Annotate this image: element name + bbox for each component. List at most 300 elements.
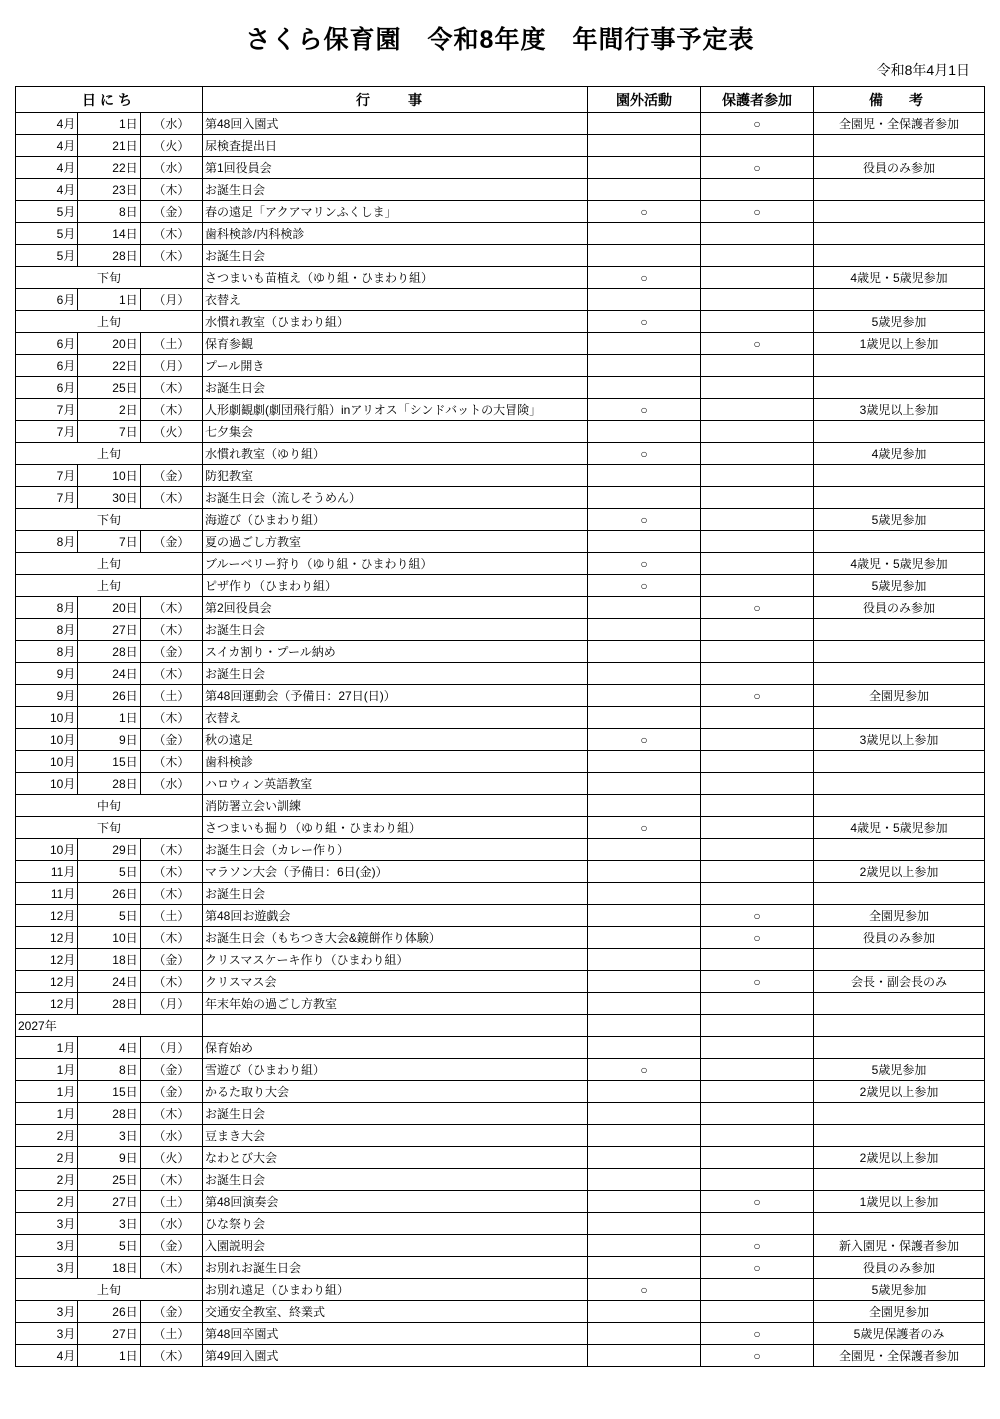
outside-activity-mark: ○ <box>588 201 701 223</box>
guardian-participation-mark <box>701 421 814 443</box>
outside-activity-mark <box>588 135 701 157</box>
date-day-cell: 28日 <box>78 993 140 1015</box>
table-row <box>16 267 985 289</box>
table-row <box>16 1169 985 1191</box>
outside-activity-mark <box>588 751 701 773</box>
note-cell <box>814 135 985 157</box>
date-weekday-cell: （月） <box>140 993 202 1015</box>
outside-activity-mark <box>588 1125 701 1147</box>
note-cell <box>814 949 985 971</box>
event-cell: お誕生日会（カレー作り） <box>203 839 588 861</box>
guardian-participation-mark <box>701 355 814 377</box>
date-day-cell: 26日 <box>78 883 140 905</box>
note-cell <box>814 663 985 685</box>
note-cell <box>814 223 985 245</box>
table-row <box>16 509 985 531</box>
table-row <box>16 179 985 201</box>
outside-activity-mark <box>588 531 701 553</box>
date-day-cell: 26日 <box>78 685 140 707</box>
date-day-cell: 21日 <box>78 135 140 157</box>
date-month-cell: 4月 <box>16 179 78 201</box>
date-day-cell: 8日 <box>78 1059 140 1081</box>
date-day-cell: 5日 <box>78 1235 140 1257</box>
event-cell: 防犯教室 <box>203 465 588 487</box>
guardian-participation-mark <box>701 1279 814 1301</box>
date-day-cell: 14日 <box>78 223 140 245</box>
outside-activity-mark <box>588 1301 701 1323</box>
table-row <box>16 751 985 773</box>
date-month-cell: 6月 <box>16 289 78 311</box>
outside-activity-mark <box>588 927 701 949</box>
date-weekday-cell: （金） <box>140 465 202 487</box>
event-cell: お誕生日会 <box>203 179 588 201</box>
guardian-participation-mark <box>701 377 814 399</box>
date-day-cell: 27日 <box>78 1191 140 1213</box>
date-month-cell: 3月 <box>16 1213 78 1235</box>
annual-schedule-table <box>15 86 985 1367</box>
outside-activity-mark <box>588 641 701 663</box>
table-row <box>16 971 985 993</box>
note-cell <box>814 465 985 487</box>
outside-activity-mark <box>588 839 701 861</box>
date-day-cell: 8日 <box>78 201 140 223</box>
guardian-participation-mark <box>701 839 814 861</box>
outside-activity-mark <box>588 861 701 883</box>
event-cell: お誕生日会 <box>203 1103 588 1125</box>
date-month-cell: 8月 <box>16 531 78 553</box>
date-weekday-cell: （金） <box>140 1081 202 1103</box>
guardian-participation-mark <box>701 289 814 311</box>
guardian-participation-mark <box>701 619 814 641</box>
outside-activity-mark: ○ <box>588 267 701 289</box>
date-period-cell: 中旬 <box>16 795 203 817</box>
guardian-participation-mark <box>701 883 814 905</box>
guardian-participation-mark <box>701 575 814 597</box>
table-row <box>16 443 985 465</box>
outside-activity-mark <box>588 1037 701 1059</box>
outside-activity-mark <box>588 1103 701 1125</box>
event-cell: さつまいも掘り（ゆり組・ひまわり組） <box>203 817 588 839</box>
note-cell <box>814 1037 985 1059</box>
event-cell: 第48回入園式 <box>203 113 588 135</box>
guardian-participation-mark <box>701 729 814 751</box>
guardian-participation-mark <box>701 443 814 465</box>
guardian-participation-mark <box>701 465 814 487</box>
outside-activity-mark <box>588 619 701 641</box>
date-day-cell: 23日 <box>78 179 140 201</box>
note-cell: 5歳児参加 <box>814 1279 985 1301</box>
table-row <box>16 575 985 597</box>
date-day-cell: 2日 <box>78 399 140 421</box>
date-month-cell: 12月 <box>16 949 78 971</box>
note-cell: 役員のみ参加 <box>814 157 985 179</box>
date-weekday-cell: （水） <box>140 157 202 179</box>
date-month-cell: 5月 <box>16 201 78 223</box>
column-header-note: 備 考 <box>814 87 985 113</box>
date-period-cell: 下旬 <box>16 509 203 531</box>
date-day-cell: 18日 <box>78 949 140 971</box>
guardian-participation-mark <box>701 751 814 773</box>
date-weekday-cell: （土） <box>140 333 202 355</box>
event-cell: 衣替え <box>203 707 588 729</box>
date-month-cell: 12月 <box>16 905 78 927</box>
event-cell: 水慣れ教室（ゆり組） <box>203 443 588 465</box>
note-cell: 新入園児・保護者参加 <box>814 1235 985 1257</box>
date-weekday-cell: （月） <box>140 355 202 377</box>
event-cell <box>203 1015 588 1037</box>
date-day-cell: 28日 <box>78 773 140 795</box>
outside-activity-mark <box>588 883 701 905</box>
event-cell: 豆まき大会 <box>203 1125 588 1147</box>
note-cell: 4歳児・5歳児参加 <box>814 817 985 839</box>
page-title: さくら保育園 令和8年度 年間行事予定表 <box>245 26 755 54</box>
table-row <box>16 795 985 817</box>
event-cell: お別れ遠足（ひまわり組） <box>203 1279 588 1301</box>
table-row <box>16 531 985 553</box>
event-cell: 雪遊び（ひまわり組） <box>203 1059 588 1081</box>
table-row <box>16 1323 985 1345</box>
date-day-cell: 25日 <box>78 377 140 399</box>
note-cell: 4歳児・5歳児参加 <box>814 267 985 289</box>
date-month-cell: 10月 <box>16 773 78 795</box>
issue-date: 令和8年4月1日 <box>876 62 970 78</box>
date-weekday-cell: （火） <box>140 1147 202 1169</box>
event-cell: 海遊び（ひまわり組） <box>203 509 588 531</box>
date-day-cell: 15日 <box>78 1081 140 1103</box>
date-day-cell: 1日 <box>78 113 140 135</box>
table-row <box>16 487 985 509</box>
guardian-participation-mark <box>701 795 814 817</box>
date-day-cell: 1日 <box>78 707 140 729</box>
year-divider-label: 2027年 <box>16 1015 203 1037</box>
outside-activity-mark: ○ <box>588 817 701 839</box>
guardian-participation-mark <box>701 509 814 531</box>
note-cell <box>814 993 985 1015</box>
event-cell: お誕生日会 <box>203 1169 588 1191</box>
outside-activity-mark <box>588 949 701 971</box>
note-cell: 役員のみ参加 <box>814 1257 985 1279</box>
note-cell: 5歳児参加 <box>814 1059 985 1081</box>
date-weekday-cell: （金） <box>140 201 202 223</box>
guardian-participation-mark <box>701 553 814 575</box>
table-row <box>16 839 985 861</box>
date-day-cell: 29日 <box>78 839 140 861</box>
date-period-cell: 上旬 <box>16 1279 203 1301</box>
guardian-participation-mark <box>701 487 814 509</box>
note-cell <box>814 531 985 553</box>
event-cell: 第49回入園式 <box>203 1345 588 1367</box>
guardian-participation-mark <box>701 1015 814 1037</box>
date-month-cell: 12月 <box>16 927 78 949</box>
table-row <box>16 927 985 949</box>
date-weekday-cell: （木） <box>140 179 202 201</box>
date-day-cell: 7日 <box>78 531 140 553</box>
date-weekday-cell: （水） <box>140 113 202 135</box>
outside-activity-mark <box>588 905 701 927</box>
table-row <box>16 729 985 751</box>
table-row <box>16 1125 985 1147</box>
date-day-cell: 28日 <box>78 641 140 663</box>
outside-activity-mark <box>588 597 701 619</box>
guardian-participation-mark: ○ <box>701 1257 814 1279</box>
event-cell: スイカ割り・プール納め <box>203 641 588 663</box>
table-row <box>16 1345 985 1367</box>
event-cell: 歯科検診 <box>203 751 588 773</box>
date-weekday-cell: （金） <box>140 1301 202 1323</box>
date-month-cell: 7月 <box>16 465 78 487</box>
outside-activity-mark <box>588 223 701 245</box>
event-cell: ピザ作り（ひまわり組） <box>203 575 588 597</box>
table-row <box>16 135 985 157</box>
event-cell: 第2回役員会 <box>203 597 588 619</box>
note-cell <box>814 883 985 905</box>
outside-activity-mark <box>588 993 701 1015</box>
note-cell: 会長・副会長のみ <box>814 971 985 993</box>
guardian-participation-mark: ○ <box>701 1323 814 1345</box>
date-weekday-cell: （金） <box>140 1059 202 1081</box>
outside-activity-mark <box>588 1235 701 1257</box>
date-day-cell: 3日 <box>78 1213 140 1235</box>
date-day-cell: 27日 <box>78 1323 140 1345</box>
guardian-participation-mark <box>701 1103 814 1125</box>
outside-activity-mark <box>588 333 701 355</box>
date-weekday-cell: （水） <box>140 1213 202 1235</box>
event-cell: 尿検査提出日 <box>203 135 588 157</box>
outside-activity-mark <box>588 971 701 993</box>
date-month-cell: 3月 <box>16 1235 78 1257</box>
outside-activity-mark <box>588 179 701 201</box>
outside-activity-mark <box>588 245 701 267</box>
note-cell: 4歳児参加 <box>814 443 985 465</box>
note-cell <box>814 707 985 729</box>
date-day-cell: 5日 <box>78 861 140 883</box>
outside-activity-mark <box>588 465 701 487</box>
date-day-cell: 20日 <box>78 333 140 355</box>
date-weekday-cell: （金） <box>140 949 202 971</box>
date-month-cell: 10月 <box>16 729 78 751</box>
guardian-participation-mark <box>701 641 814 663</box>
event-cell: 交通安全教室、終業式 <box>203 1301 588 1323</box>
note-cell <box>814 619 985 641</box>
note-cell <box>814 179 985 201</box>
table-row <box>16 1301 985 1323</box>
table-row <box>16 949 985 971</box>
table-row <box>16 861 985 883</box>
date-weekday-cell: （水） <box>140 773 202 795</box>
event-cell: 歯科検診/内科検診 <box>203 223 588 245</box>
outside-activity-mark: ○ <box>588 399 701 421</box>
table-row <box>16 355 985 377</box>
date-month-cell: 3月 <box>16 1301 78 1323</box>
event-cell: なわとび大会 <box>203 1147 588 1169</box>
note-cell: 全園児参加 <box>814 685 985 707</box>
table-row <box>16 663 985 685</box>
outside-activity-mark <box>588 487 701 509</box>
outside-activity-mark: ○ <box>588 1059 701 1081</box>
event-cell: 衣替え <box>203 289 588 311</box>
date-month-cell: 6月 <box>16 377 78 399</box>
event-cell: かるた取り大会 <box>203 1081 588 1103</box>
date-month-cell: 8月 <box>16 597 78 619</box>
outside-activity-mark: ○ <box>588 575 701 597</box>
event-cell: 人形劇観劇(劇団飛行船）inアリオス「シンドバットの大冒険」 <box>203 399 588 421</box>
guardian-participation-mark: ○ <box>701 201 814 223</box>
outside-activity-mark <box>588 663 701 685</box>
event-cell: 水慣れ教室（ひまわり組） <box>203 311 588 333</box>
table-row <box>16 377 985 399</box>
date-period-cell: 上旬 <box>16 553 203 575</box>
date-weekday-cell: （木） <box>140 597 202 619</box>
date-month-cell: 4月 <box>16 157 78 179</box>
table-row <box>16 289 985 311</box>
event-cell: 入園説明会 <box>203 1235 588 1257</box>
event-cell: お誕生日会 <box>203 883 588 905</box>
outside-activity-mark <box>588 157 701 179</box>
date-day-cell: 7日 <box>78 421 140 443</box>
date-day-cell: 22日 <box>78 355 140 377</box>
guardian-participation-mark <box>701 1301 814 1323</box>
event-cell: お誕生日会（もちつき大会&鏡餅作り体験） <box>203 927 588 949</box>
date-day-cell: 22日 <box>78 157 140 179</box>
note-cell: 全園児参加 <box>814 1301 985 1323</box>
date-month-cell: 11月 <box>16 883 78 905</box>
date-day-cell: 4日 <box>78 1037 140 1059</box>
table-row <box>16 1213 985 1235</box>
note-cell: 1歳児以上参加 <box>814 333 985 355</box>
note-cell <box>814 487 985 509</box>
outside-activity-mark: ○ <box>588 553 701 575</box>
note-cell <box>814 641 985 663</box>
guardian-participation-mark: ○ <box>701 333 814 355</box>
event-cell: 保育参観 <box>203 333 588 355</box>
guardian-participation-mark <box>701 531 814 553</box>
table-row <box>16 685 985 707</box>
event-cell: さつまいも苗植え（ゆり組・ひまわり組） <box>203 267 588 289</box>
date-month-cell: 2月 <box>16 1169 78 1191</box>
date-month-cell: 9月 <box>16 685 78 707</box>
table-row <box>16 333 985 355</box>
date-weekday-cell: （木） <box>140 1169 202 1191</box>
guardian-participation-mark: ○ <box>701 1235 814 1257</box>
date-month-cell: 1月 <box>16 1081 78 1103</box>
note-cell: 全園児・全保護者参加 <box>814 113 985 135</box>
date-weekday-cell: （木） <box>140 927 202 949</box>
event-cell: クリスマス会 <box>203 971 588 993</box>
date-month-cell: 3月 <box>16 1323 78 1345</box>
date-weekday-cell: （木） <box>140 751 202 773</box>
note-cell <box>814 201 985 223</box>
table-row <box>16 883 985 905</box>
table-row <box>16 201 985 223</box>
note-cell <box>814 795 985 817</box>
event-cell: 第1回役員会 <box>203 157 588 179</box>
guardian-participation-mark <box>701 663 814 685</box>
date-day-cell: 3日 <box>78 1125 140 1147</box>
outside-activity-mark <box>588 1191 701 1213</box>
date-month-cell: 2月 <box>16 1147 78 1169</box>
guardian-participation-mark <box>701 1037 814 1059</box>
date-day-cell: 28日 <box>78 245 140 267</box>
guardian-participation-mark <box>701 993 814 1015</box>
note-cell: 5歳児参加 <box>814 509 985 531</box>
guardian-participation-mark <box>701 773 814 795</box>
table-row <box>16 707 985 729</box>
date-day-cell: 15日 <box>78 751 140 773</box>
date-day-cell: 26日 <box>78 1301 140 1323</box>
note-cell <box>814 1125 985 1147</box>
date-day-cell: 1日 <box>78 289 140 311</box>
outside-activity-mark <box>588 1257 701 1279</box>
date-weekday-cell: （木） <box>140 861 202 883</box>
note-cell <box>814 421 985 443</box>
date-day-cell: 20日 <box>78 597 140 619</box>
date-weekday-cell: （月） <box>140 289 202 311</box>
event-cell: 夏の過ごし方教室 <box>203 531 588 553</box>
column-header-outside-activity: 園外活動 <box>588 87 701 113</box>
table-row <box>16 311 985 333</box>
note-cell <box>814 377 985 399</box>
date-month-cell: 2月 <box>16 1191 78 1213</box>
date-weekday-cell: （金） <box>140 1235 202 1257</box>
outside-activity-mark <box>588 289 701 311</box>
table-row <box>16 1235 985 1257</box>
guardian-participation-mark: ○ <box>701 927 814 949</box>
date-month-cell: 4月 <box>16 113 78 135</box>
date-month-cell: 12月 <box>16 993 78 1015</box>
outside-activity-mark <box>588 1345 701 1367</box>
guardian-participation-mark: ○ <box>701 157 814 179</box>
outside-activity-mark <box>588 795 701 817</box>
note-cell: 2歳児以上参加 <box>814 1147 985 1169</box>
note-cell <box>814 289 985 311</box>
outside-activity-mark <box>588 1169 701 1191</box>
guardian-participation-mark <box>701 311 814 333</box>
outside-activity-mark <box>588 113 701 135</box>
guardian-participation-mark <box>701 861 814 883</box>
date-month-cell: 4月 <box>16 135 78 157</box>
date-period-cell: 上旬 <box>16 443 203 465</box>
date-weekday-cell: （土） <box>140 905 202 927</box>
note-cell: 1歳児以上参加 <box>814 1191 985 1213</box>
outside-activity-mark: ○ <box>588 443 701 465</box>
date-month-cell: 7月 <box>16 487 78 509</box>
event-cell: プール開き <box>203 355 588 377</box>
outside-activity-mark <box>588 377 701 399</box>
note-cell: 役員のみ参加 <box>814 597 985 619</box>
date-month-cell: 11月 <box>16 861 78 883</box>
date-weekday-cell: （火） <box>140 135 202 157</box>
guardian-participation-mark <box>701 949 814 971</box>
event-cell: マラソン大会（予備日：6日(金)） <box>203 861 588 883</box>
table-row <box>16 905 985 927</box>
guardian-participation-mark <box>701 1081 814 1103</box>
date-month-cell: 6月 <box>16 333 78 355</box>
date-month-cell: 1月 <box>16 1037 78 1059</box>
note-cell: 全園児・全保護者参加 <box>814 1345 985 1367</box>
date-weekday-cell: （金） <box>140 531 202 553</box>
table-row <box>16 1279 985 1301</box>
date-month-cell: 10月 <box>16 707 78 729</box>
date-period-cell: 上旬 <box>16 575 203 597</box>
date-weekday-cell: （木） <box>140 1257 202 1279</box>
table-row <box>16 817 985 839</box>
event-cell: 年末年始の過ごし方教室 <box>203 993 588 1015</box>
note-cell: 5歳児参加 <box>814 311 985 333</box>
note-cell: 2歳児以上参加 <box>814 861 985 883</box>
table-row <box>16 1081 985 1103</box>
date-day-cell: 30日 <box>78 487 140 509</box>
date-month-cell: 1月 <box>16 1103 78 1125</box>
